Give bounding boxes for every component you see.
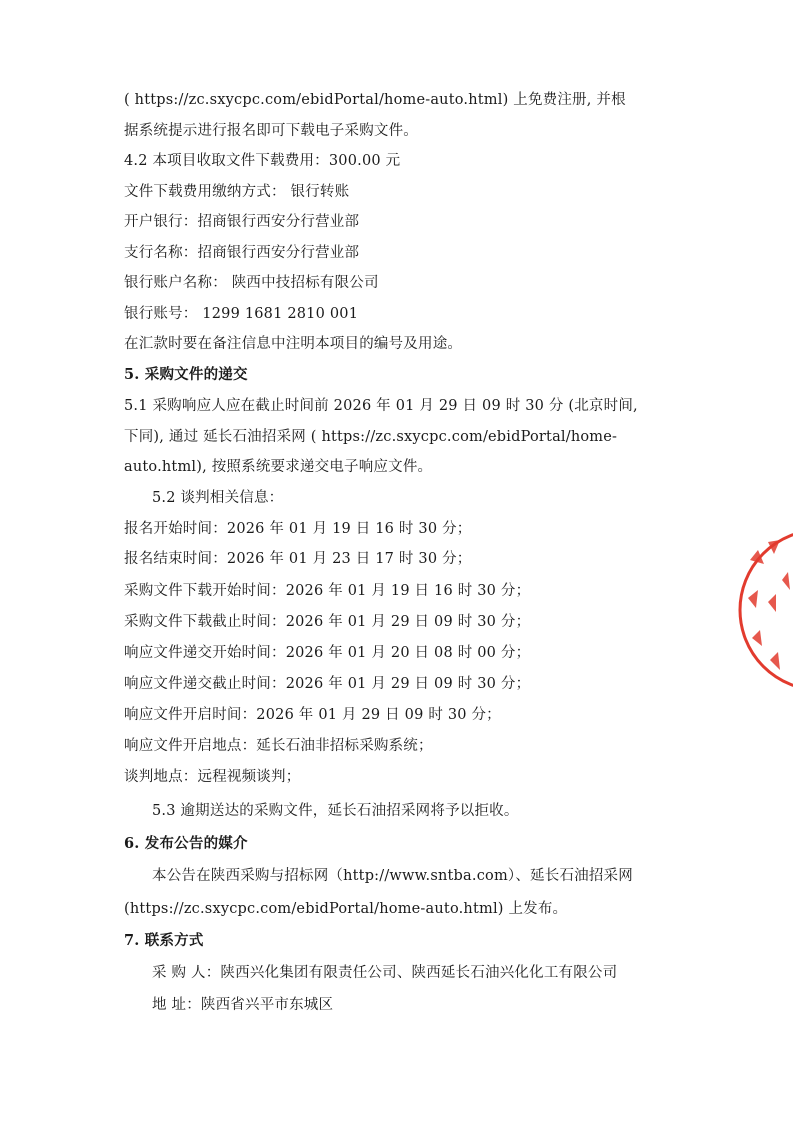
text-line: 地 址：陕西省兴平市东城区 (152, 997, 334, 1013)
text-line: auto.html), 按照系统要求递交电子响应文件。 (124, 459, 433, 475)
text-line: 银行账户名称： 陕西中技招标有限公司 (124, 275, 379, 291)
text-line: 5.1 采购响应人应在截止时间前 2026 年 01 月 29 日 09 时 30 分 (北京时间, (124, 398, 638, 414)
text-line: (https://zc.sxycpc.com/ebidPortal/home-auto.html) 上发布。 (124, 901, 568, 917)
text-line: 响应文件开启地点：延长石油非招标采购系统； (124, 738, 433, 754)
official-seal-icon (730, 520, 793, 700)
text-line: 报名开始时间：2026 年 01 月 19 日 16 时 30 分； (124, 521, 472, 537)
text-line: 响应文件递交开始时间：2026 年 01 月 20 日 08 时 00 分； (124, 645, 531, 661)
text-line: 文件下载费用缴纳方式： 银行转账 (124, 184, 350, 200)
text-line: 报名结束时间：2026 年 01 月 23 日 17 时 30 分； (124, 551, 472, 567)
text-line: 5.3 逾期送达的采购文件，延长石油招采网将予以拒收。 (152, 803, 519, 819)
seal-ring (740, 530, 793, 690)
subheading: 5.2 谈判相关信息： (152, 490, 284, 506)
section-heading: 5. 采购文件的递交 (124, 366, 248, 383)
text-line: 下同), 通过 延长石油招采网 ( https://zc.sxycpc.com/ebidPortal/home- (124, 429, 618, 445)
text-line: ( https://zc.sxycpc.com/ebidPortal/home-auto.html) 上免费注册, 并根 (124, 92, 626, 108)
text-line: 本公告在陕西采购与招标网（http://www.sntba.com）、延长石油招采网 (152, 868, 633, 884)
text-line: 银行账号： 1299 1681 2810 001 (124, 306, 359, 322)
text-line: 开户银行：招商银行西安分行营业部 (124, 214, 360, 230)
text-line: 采购文件下载截止时间：2026 年 01 月 29 日 09 时 30 分； (124, 614, 531, 630)
section-heading: 7. 联系方式 (124, 932, 204, 949)
text-line: 4.2 本项目收取文件下载费用：300.00 元 (124, 153, 401, 169)
text-line: 响应文件递交截止时间：2026 年 01 月 29 日 09 时 30 分； (124, 676, 531, 692)
text-line: 采 购 人：陕西兴化集团有限责任公司、陕西延长石油兴化化工有限公司 (152, 965, 618, 981)
section-heading: 6. 发布公告的媒介 (124, 835, 248, 852)
text-line: 采购文件下载开始时间：2026 年 01 月 19 日 16 时 30 分； (124, 583, 531, 599)
text-line: 在汇款时要在备注信息中注明本项目的编号及用途。 (124, 336, 463, 352)
text-line: 据系统提示进行报名即可下载电子采购文件。 (124, 123, 418, 139)
text-line: 谈判地点：远程视频谈判； (124, 769, 301, 785)
text-line: 响应文件开启时间：2026 年 01 月 29 日 09 时 30 分； (124, 707, 501, 723)
text-line: 支行名称：招商银行西安分行营业部 (124, 245, 360, 261)
seal-marks (748, 540, 790, 670)
